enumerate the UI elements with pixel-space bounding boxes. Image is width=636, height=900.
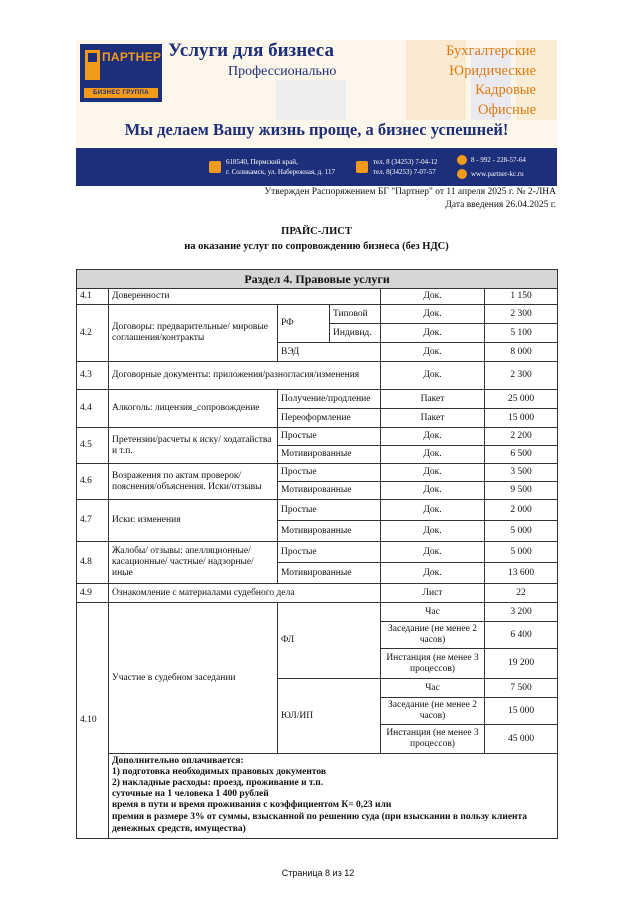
mobile-phone: 8 - 992 - 228-57-64	[471, 156, 526, 164]
table-row: Заседание (не менее 2 часов) 15 000	[77, 698, 558, 725]
table-row: Инстанция (не менее 3 процессов) 45 000	[77, 725, 558, 754]
table-row: 4.10 Участие в судебном заседании ФЛ Час 3 200	[77, 603, 558, 622]
phones: тел. 8 (34253) 7-04-12 тел. 8(34253) 7-07-57	[373, 158, 438, 176]
table-row: 4.9 Ознакомление с материалами судебного дела Лист 22	[77, 584, 558, 603]
banner-slogan: Мы делаем Вашу жизнь проще, а бизнес успешней!	[124, 120, 509, 139]
company-logo	[80, 44, 162, 102]
logo-name: ПАРТНЕР	[102, 50, 162, 64]
home-icon	[209, 161, 221, 173]
table-row: Инстанция (не менее 3 процессов) 19 200	[77, 649, 558, 679]
table-row: Мотивированные Док. 13 600	[77, 563, 558, 584]
table-row: 4.7 Иски: изменения Простые Док. 2 000	[77, 500, 558, 521]
address: 618540, Пермский край, г. Соликамск, ул. Набережная, д. 117	[226, 158, 335, 176]
table-row: 4.1 Доверенности Док. 1 150	[77, 289, 558, 305]
table-row	[77, 754, 558, 839]
table-row: 4.8 Жалобы/ отзывы: апелляционные/касационные/ частные/ надзорные/иные Простые Док. 5 000	[77, 542, 558, 563]
price-table	[76, 269, 558, 839]
service-item: Бухгалтерские	[446, 43, 536, 59]
table-row: 4.3 Договорные документы: приложения/разногласия/изменения Док. 2 300	[77, 362, 558, 390]
title-sub: на оказание услуг по сопровождению бизнеса (без НДС)	[184, 241, 449, 252]
header-banner	[76, 40, 557, 147]
whatsapp-icon	[457, 155, 467, 165]
table-row: 4.5 Претензии/расчеты к иску/ ходатайства и т.п. Простые Док. 2 200	[77, 428, 558, 446]
banner-title: Услуги для бизнеса	[168, 40, 334, 61]
banner-subtitle: Профессионально	[228, 64, 337, 79]
section-header: Раздел 4. Правовые услуги	[77, 270, 558, 289]
table-row: Индивид. Док. 5 100	[77, 324, 558, 343]
table-row: Мотивированные Док. 9 500	[77, 482, 558, 500]
service-item: Юридические	[449, 62, 536, 79]
service-item: Офисные	[478, 101, 536, 118]
table-row: ЮЛ/ИП Час 7 500	[77, 679, 558, 698]
table-row: 4.2 Договоры: предварительные/ мировые соглашения/контракты РФ Типовой Док. 2 300	[77, 305, 558, 324]
globe-icon	[457, 169, 467, 179]
approval-note: Утвержден Распоряжением БГ "Партнер" от 11 апреля 2025 г. № 2-ЛНА Дата введения 26.04.2025 г.	[264, 187, 556, 210]
table-row: ВЭД Док. 8 000	[77, 343, 558, 362]
extra-charges-note: Дополнительно оплачивается: 1) подготовка необходимых правовых документов 2) накладные расходы: проезд, проживание и т.п. суточные на 1 человека 1 400 рублей время в пути и время проживания с коэффициентом К= 0,23 или премия в размере 3% от суммы, взысканной по решению суда (при взыскании в пользу клиента денежных средств, имущества)	[109, 754, 558, 839]
phone-icon	[356, 161, 368, 173]
contacts-bar	[76, 148, 557, 186]
table-row: Мотивированные Док. 6 500	[77, 446, 558, 464]
table-row: 4.4 Алкоголь: лицензия_сопровождение Получение/продление Пакет 25 000	[77, 390, 558, 409]
document-title	[76, 224, 557, 254]
service-item: Кадровые	[475, 82, 536, 98]
table-row: Мотивированные Док. 5 000	[77, 521, 558, 542]
logo-subtitle: БИЗНЕС ГРУППА	[84, 88, 158, 98]
services-list	[376, 42, 536, 120]
page-number: Страница 8 из 12	[281, 868, 355, 878]
table-row: Переоформление Пакет 15 000	[77, 409, 558, 428]
table-row: Заседание (не менее 2 часов) 6 400	[77, 622, 558, 649]
table-row: 4.6 Возражения по актам проверок/ пояснения/объяснения. Иски/отзывы Простые Док. 3 500	[77, 464, 558, 482]
website-link[interactable]: www.partner-kc.ru	[471, 170, 524, 178]
title-main: ПРАЙС-ЛИСТ	[281, 226, 352, 237]
